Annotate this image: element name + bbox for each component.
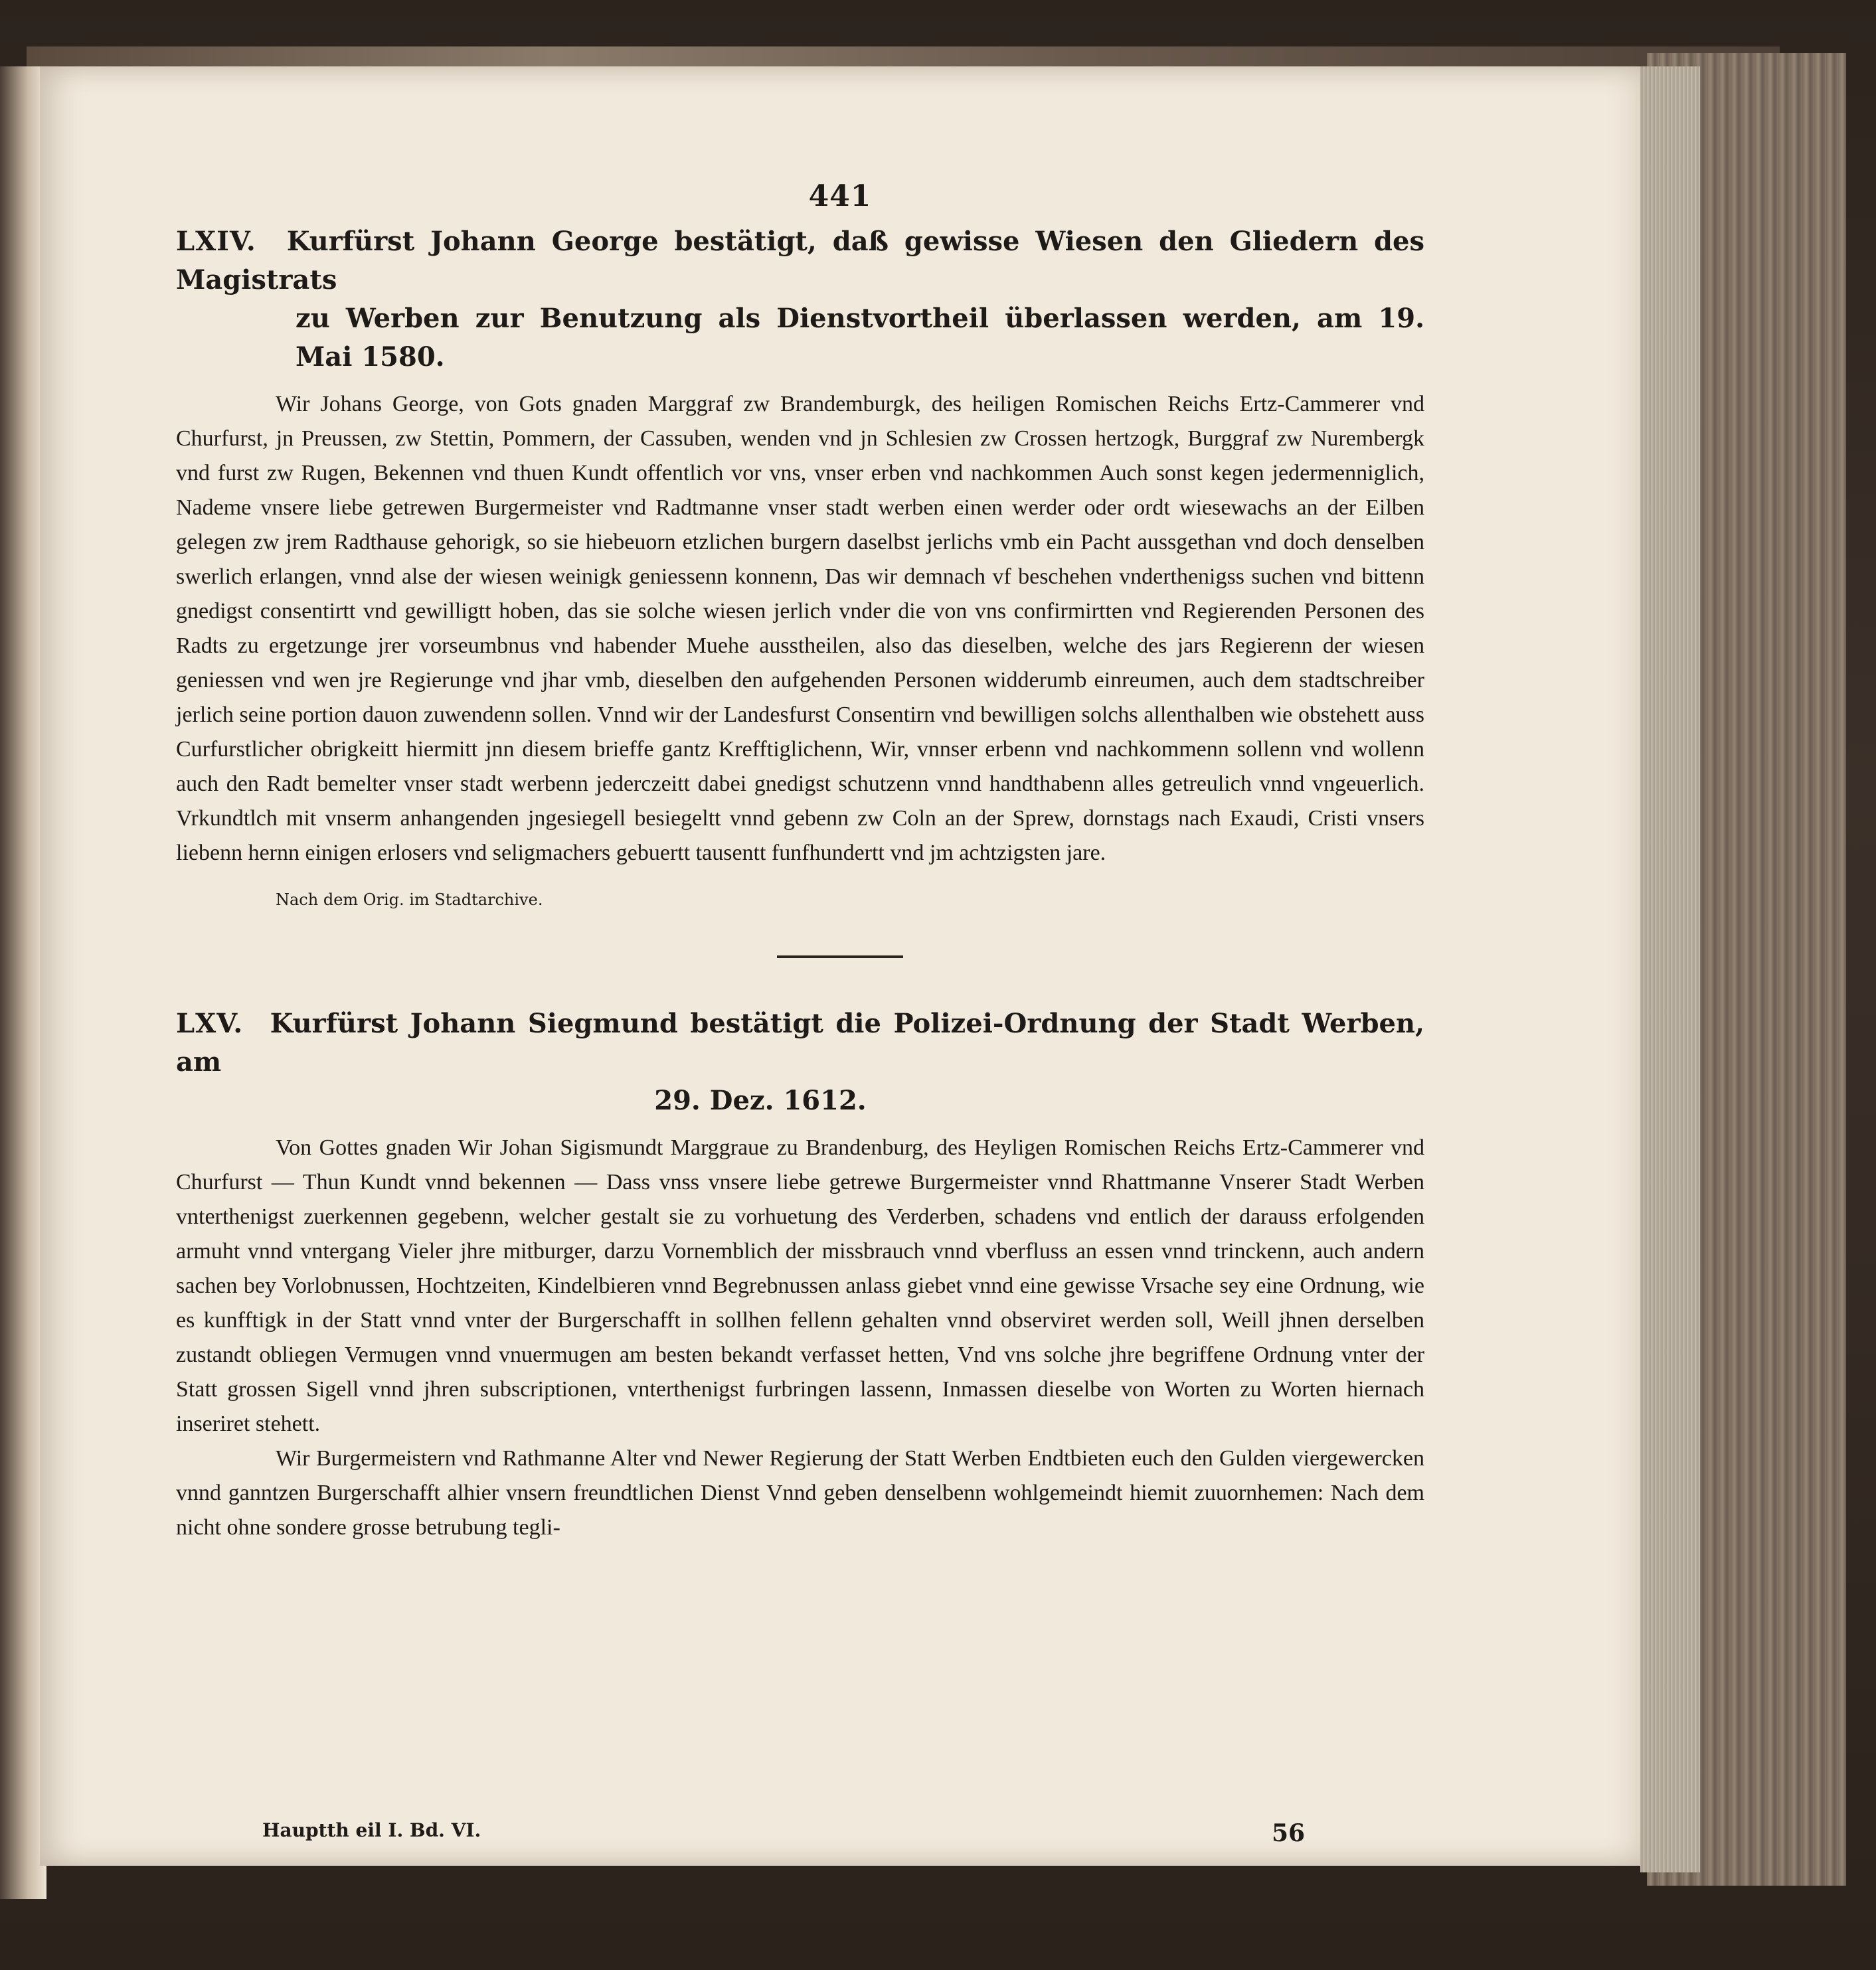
book-page xyxy=(40,66,1647,1866)
footer-signature: Hauptth eil I. Bd. VI. xyxy=(262,1819,481,1841)
body-paragraph: Von Gottes gnaden Wir Johan Sigismundt Marggraue zu Brandenburg, des Heyligen Romischen Reichs Ertz-Cammerer vnd Churfurst — Thun Kundt vnnd bekennen — Dass vnss vnsere liebe getrewe Burgermeister vnnd Rhattmanne Vnserer Stadt Werben vnterthenigst zuerkennen gegebenn, welcher gestalt sie zu vorhuetung des Verderben, schadens vnd entlich der darauss erfolgenden armuht vnnd vntergang Vieler jhre mitburger, darzu Vornemblich der missbrauch vnnd vberfluss an essen vnnd trinckenn, auch andern sachen bey Vorlobnussen, Hochtzeiten, Kindelbieren vnnd Begrebnussen anlass giebet vnnd eine gewisse Vrsache sey eine Ordnung, wie es kunfftigk in der Statt vnnd vnter der Burgerschafft in sollhen fellenn gehalten vnnd observiret werden soll, Weill jhnen derselben zustandt obliegen Vermugen vnnd vnuermugen am besten bekandt verfasset hetten, Vnd vns solche jhre begriffene Ordnung vnter der Statt grossen Sigell vnnd jhren subscriptionen, vnterthenigst furbringen lassenn, Inmassen dieselbe von Worten zu Worten hiernach inseriret stehett. xyxy=(176,1135,1424,1436)
page-edges xyxy=(1640,66,1700,1872)
section-title-line2: 29. Dez. 1612. xyxy=(654,1085,867,1116)
body-paragraph: Wir Johans George, von Gots gnaden Marggraf zw Brandemburgk, des heiligen Romischen Reichs Ertz-Cammerer vnd Churfurst, jn Preussen, zw Stettin, Pommern, der Cassuben, wenden vnd jn Schlesien zw Crossen hertzogk, Burggraf zw Nurembergk vnd furst zw Rugen, Bekennen vnd thuen Kundt offentlich vor vns, vnser erben vnd nachkommen Auch sonst kegen jedermenniglich, Nademe vnsere liebe getrewen Burgermeister vnd Radtmanne vnser stadt werben einen werder oder ordt wiesewachs an der Eilben gelegen zw jrem Radthause gehorigk, so sie hiebeuorn etzlichen burgern daselbst jerlichs vmb ein Pacht aussgethan vnd doch denselben swerlich erlangen, vnnd alse der wiesen weinigk geniessenn konnenn, Das wir demnach vf beschehen vnderthenigss suchen vnd bittenn gnedigst consentirtt vnd gewilligtt hoben, das sie solche wiesen jerlich vnder die von vns confirmirtten vnd Regierenden Personen des Radts zu ergetzunge jrer vorseumbnus vnd habender Muehe ausstheilen, also das dieselben, welche des jars Regierenn der wiesen geniessen vnd wen jre Regierunge vnd jhar vmb, dieselben den aufgehenden Personen widderumb einreumen, auch dem stadtschreiber jerlich seine portion dauon zuwendenn sollen. Vnnd wir der Landesfurst Consentirn vnd bewilligen solchs allenthalben wie obstehett auss Curfurstlicher obrigkeitt hiermitt jnn diesem brieffe gantz Krefftiglichenn, Wir, vnnser erbenn vnd nachkommenn sollenn vnd wollenn auch den Radt bemelter vnser stadt werbenn jederczeitt dabei gnedigst schutzenn vnnd handthabenn alles getreulich vnnd vngeuerlich. Vrkundtlch mit vnserm anhangenden jngesiegell besiegeltt vnnd gebenn zw Coln an der Sprew, dornstags nach Exaudi, Cristi vnsers liebenn hernn einigen erlosers vnd seligmachers gebuertt tausentt funfhundertt vnd jm achtzigsten jare. xyxy=(176,392,1424,865)
section-body-lxiv xyxy=(176,387,1424,870)
section-body-lxv xyxy=(176,1131,1424,1545)
footer-sheet-number: 56 xyxy=(1272,1819,1306,1847)
page-content xyxy=(176,179,1424,1545)
section-title-line1: Kurfürst Johann George bestätigt, daß gewisse Wiesen den Gliedern des Magistrats xyxy=(176,226,1424,295)
section-heading-lxv xyxy=(176,1005,1424,1120)
section-title-line2: zu Werben zur Benutzung als Dienstvortheil überlassen werden, am 19. Mai 1580. xyxy=(296,303,1424,372)
section-number: LXV. xyxy=(176,1008,244,1039)
source-note: Nach dem Orig. im Stadtarchive. xyxy=(276,890,543,909)
body-paragraph: Wir Burgermeistern vnd Rathmanne Alter vnd Newer Regierung der Statt Werben Endtbieten euch den Gulden viergewercken vnnd ganntzen Burgerschafft alhier vnsern freundtlichen Dienst Vnnd geben denselbenn wohlgemeindt hiemit zuuornhemen: Nach dem nicht ohne sondere grosse betrubung tegli- xyxy=(176,1446,1424,1540)
section-number: LXIV. xyxy=(176,226,256,257)
page-number: 441 xyxy=(808,179,872,213)
section-heading-lxiv xyxy=(176,222,1424,376)
section-title-line1: Kurfürst Johann Siegmund bestätigt die Polizei-Ordnung der Stadt Werben, am xyxy=(176,1008,1424,1078)
section-divider xyxy=(777,955,903,958)
